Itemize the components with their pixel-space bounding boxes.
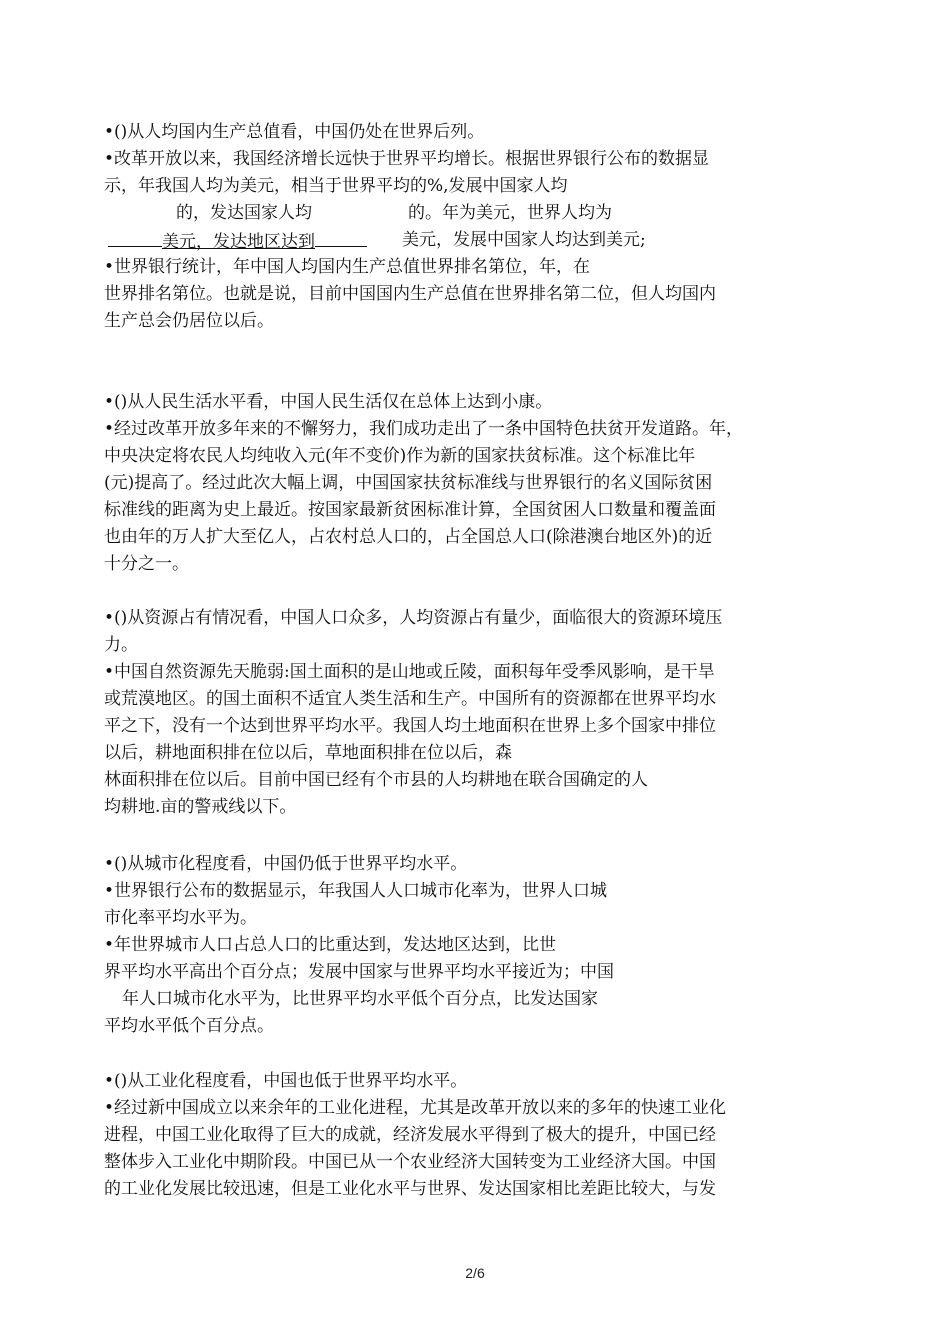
- paragraph-line: 生产总会仍居位以后。: [104, 311, 274, 331]
- paragraph-line: •世界银行公布的数据显示，年我国人人口城市化率为，世界人口城: [104, 881, 608, 901]
- paragraph-line: 以后，耕地面积排在位以后，草地面积排在位以后，森: [104, 743, 512, 763]
- paragraph-line: 年人口城市化水平为，比世界平均水平低个百分点，比发达国家: [122, 989, 598, 1009]
- paragraph-line: 均耕地.亩的警戒线以下。: [104, 797, 297, 817]
- paragraph-line: [108, 228, 367, 252]
- paragraph-line: 平之下，没有一个达到世界平均水平。我国人均土地面积在世界上多个国家中排位: [104, 716, 716, 736]
- paragraph-line: 的。年为美元，世界人均为: [408, 203, 612, 223]
- fill-blank: [108, 228, 162, 247]
- paragraph-line: 进程，中国工业化取得了巨大的成就，经济发展水平得到了极大的提升，中国已经: [104, 1125, 716, 1145]
- paragraph-line: 或荒漠地区。的国土面积不适宜人类生活和生产。中国所有的资源都在世界平均水: [104, 689, 716, 709]
- paragraph-line: •改革开放以来，我国经济增长远快于世界平均增长。根据世界银行公布的数据显: [104, 149, 710, 169]
- paragraph-line: •经过改革开放多年来的不懈努力，我们成功走出了一条中国特色扶贫开发道路。年，: [104, 419, 744, 439]
- paragraph-line: 力。: [104, 635, 138, 655]
- paragraph-line: 标准线的距离为史上最近。按国家最新贫困标准计算，全国贫困人口数量和覆盖面: [104, 500, 716, 520]
- paragraph-line: 林面积排在位以后。目前中国已经有个市县的人均耕地在联合国确定的人: [104, 770, 648, 790]
- page-number: 2/6: [465, 1265, 485, 1281]
- paragraph-line: •世界银行统计，年中国人均国内生产总值世界排名第位，年，在: [104, 257, 591, 277]
- section-heading: •()从工业化程度看，中国也低于世界平均水平。: [104, 1071, 468, 1091]
- paragraph-line: •年世界城市人口占总人口的比重达到，发达地区达到，比世: [104, 935, 557, 955]
- section-heading: •()从人均国内生产总值看，中国仍处在世界后列。: [104, 122, 485, 142]
- section-heading: •()从城市化程度看，中国仍低于世界平均水平。: [104, 854, 468, 874]
- fill-blank: [315, 228, 367, 247]
- paragraph-line: 也由年的万人扩大至亿人，占农村总人口的，占全国总人口(除港澳台地区外)的近: [104, 527, 713, 547]
- paragraph-line: 十分之一。: [104, 554, 189, 574]
- fill-blank-text: 美元，发达地区达到: [162, 232, 315, 252]
- paragraph-line: 的，发达国家人均: [176, 203, 312, 223]
- paragraph-line: (元)提高了。经过此次大幅上调，中国国家扶贫标准线与世界银行的名义国际贫困: [104, 473, 713, 493]
- section-heading: •()从资源占有情况看，中国人口众多，人均资源占有量少，面临很大的资源环境压: [104, 608, 723, 628]
- paragraph-line: 示，年我国人均为美元，相当于世界平均的%,发展中国家人均: [104, 176, 568, 196]
- section-heading: •()从人民生活水平看，中国人民生活仅在总体上达到小康。: [104, 392, 553, 412]
- paragraph-line: 中央决定将农民人均纯收入元(年不变价)作为新的国家扶贫标准。这个标准比年: [104, 446, 696, 466]
- paragraph-line: 界平均水平高出个百分点；发展中国家与世界平均水平接近为；中国: [104, 962, 614, 982]
- paragraph-line: 世界排名第位。也就是说，目前中国国内生产总值在世界排名第二位，但人均国内: [104, 284, 716, 304]
- paragraph-line: 市化率平均水平为。: [104, 908, 257, 928]
- paragraph-line: 整体步入工业化中期阶段。中国已从一个农业经济大国转变为工业经济大国。中国: [104, 1152, 716, 1172]
- paragraph-line: •中国自然资源先天脆弱:国土面积的是山地或丘陵，面积每年受季风影响，是干旱: [104, 662, 715, 682]
- paragraph-line: 美元，发展中国家人均达到美元;: [402, 230, 646, 250]
- paragraph-line: 平均水平低个百分点。: [104, 1016, 274, 1036]
- paragraph-line: 的工业化发展比较迅速，但是工业化水平与世界、发达国家相比差距比较大，与发: [104, 1179, 716, 1199]
- paragraph-line: •经过新中国成立以来余年的工业化进程，尤其是改革开放以来的多年的快速工业化: [104, 1098, 727, 1118]
